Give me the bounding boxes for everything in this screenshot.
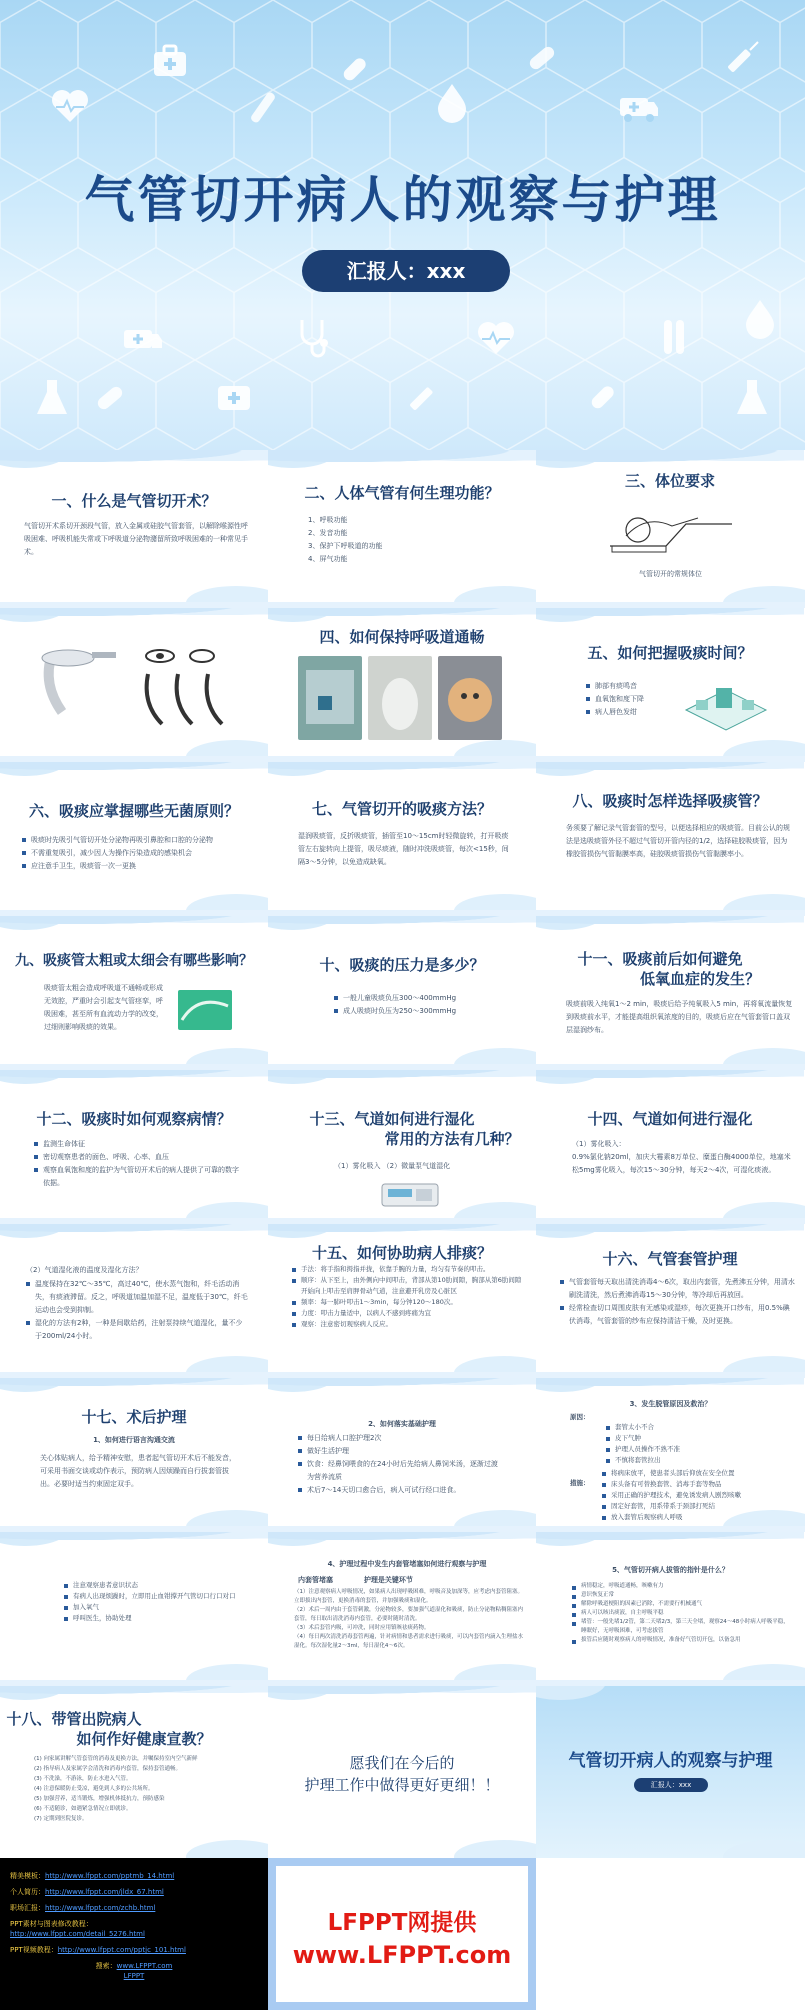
slide-text: 关心体贴病人，给予精神安慰，患者起气管切开术后不能发音，可采用书面交谈或动作表示，预防病人因烦躁而自行拔套管拔出。必要时适当约束固定双手。 [40, 1454, 236, 1488]
slide-9 [536, 758, 805, 912]
list-item: 3、保护下呼吸道的功能 [308, 542, 383, 550]
list-item: 注意观察患者意识状态 [64, 1580, 244, 1591]
slide-title: 十八、带管出院病人 [6, 1710, 142, 1728]
slide-10 [0, 912, 268, 1066]
measure-heading: 措施： [570, 1479, 590, 1487]
list-item: (4) 注意保暖防止受凉，避免到人多的公共场所。 [34, 1786, 154, 1792]
slide-21 [536, 1374, 805, 1528]
education-list [34, 1754, 258, 1824]
observation-list [34, 1138, 244, 1190]
slide-title: 四、如何保持呼吸道通畅 [319, 628, 485, 646]
cannula-diagram [138, 644, 258, 734]
resource-row [10, 1900, 258, 1916]
resource-row [10, 1919, 258, 1939]
closing-line-2: 护理工作中做得更好更细！！ [304, 1776, 500, 1794]
cause-heading: 原因： [570, 1413, 590, 1421]
brand-panel [268, 1858, 536, 2010]
humidification-list [26, 1278, 248, 1343]
capsule-icon [88, 376, 132, 420]
ambulance-icon [616, 84, 660, 128]
slide-text: 湿润吸痰管，反折吸痰管，插管至10～15cm时轻微旋转，打开吸痰管左右旋转向上提管，吸尽痰液，随时冲洗吸痰管，每次<15秒，间隔3～5分钟，以免造成缺氧。 [298, 832, 509, 866]
slide-title: 十六、气管套管护理 [602, 1250, 738, 1268]
list-item: 观察血氧饱和度的监护为气管切开术后的病人提供了可靠的数字依据。 [34, 1164, 244, 1190]
brand-box [276, 1866, 528, 2002]
resource-label: 个人简历： [10, 1888, 45, 1896]
extubation-list [572, 1582, 794, 1645]
row-divider [0, 1372, 805, 1378]
row-divider [0, 1218, 805, 1224]
glove-photo [368, 656, 432, 740]
slide-1 [0, 450, 268, 604]
slide-title: 2、如何落实基础护理 [368, 1420, 436, 1428]
row-divider [0, 756, 805, 762]
list-item: 力度：叩击力量适中，以病人不感到疼痛为宜 [292, 1308, 524, 1319]
slide-12 [536, 912, 805, 1066]
list-item: 套管太小不合 [606, 1422, 756, 1433]
first-aid-kit-icon [212, 374, 256, 418]
flask-icon [730, 376, 774, 420]
test-tube-icon [652, 316, 696, 360]
list-item: （4）每日两次清洗消毒套管两遍，针对病情和患者需求进行吸痰，可以内套管内滴入生理盐水湿化。每次湿化量2～3ml，每日湿化4～6次。 [294, 1634, 524, 1649]
list-item: 不慎将套管拉出 [606, 1455, 756, 1466]
slide-19 [0, 1374, 268, 1528]
presentation-title: 气管切开病人的观察与护理 [84, 171, 721, 229]
slide-8 [268, 758, 536, 912]
list-item: (6) 不适随诊，如遇紧急情况立即就诊。 [34, 1806, 132, 1812]
slide-text: 气管切开术系切开颈段气管，放入金属或硅胶气管套管，以解除喉源性呼吸困难、呼吸机能失常或下呼吸道分泌物潴留所致呼吸困难的一种常见手术。 [24, 522, 248, 556]
list-item: 意识恢复正常 [572, 1591, 794, 1600]
list-item: 不需重复吸引，减少因人为操作污染造成的感染机会 [22, 847, 258, 860]
manikin-photo [438, 656, 502, 740]
slide-title: 3、发生脱管原因及救治？ [629, 1400, 712, 1408]
slide-25 [0, 1682, 268, 1858]
resource-label: PPT视频教程： [10, 1946, 58, 1954]
search-label: 搜索： [95, 1962, 117, 1970]
list-item: 加入氧气 [64, 1602, 244, 1613]
resource-row [10, 1942, 258, 1958]
resource-link[interactable]: http://www.lfppt.com/pptmb_14.html [45, 1872, 175, 1880]
capsule-icon [520, 36, 564, 80]
test-tube-icon [240, 86, 284, 130]
resource-link[interactable]: http://www.lfppt.com/detail_5276.html [10, 1930, 145, 1938]
list-item: 堵管：一般先堵1/2管，第二天堵2/3，第三天全堵，观察24～48小时病人呼吸平稳，睡眠好，无呼吸困难，可考虑拔管 [572, 1618, 794, 1636]
slide-20 [268, 1374, 536, 1528]
list-item: （1）注意观察病人呼吸情况，如果病人出现呼吸困难，呼吸音及加深等，应考虑内套管阻塞。立即拔出内套管，更换消毒的套管，并加强吸痰和湿化。 [294, 1589, 524, 1604]
stethoscope-icon [292, 316, 336, 360]
list-item: (2) 指导病人及家属学会清洗和消毒内套管，保持套管通畅。 [34, 1766, 182, 1772]
list-item: (5) 加强营养，适当锻炼，增强机体抵抗力，预防感染 [34, 1796, 165, 1802]
resource-link[interactable]: http://www.lfppt.com/jldx_67.html [45, 1888, 164, 1896]
row-divider [0, 910, 805, 916]
slide-title: 五、如何把握吸痰时间？ [587, 644, 753, 662]
search-link[interactable]: LFPPT [123, 1972, 145, 1980]
column-label: 内套管堵塞 [298, 1576, 333, 1584]
slide-title: 气管切开病人的观察与护理 [568, 1751, 773, 1771]
row-divider [0, 1526, 805, 1532]
slide-26 [268, 1682, 536, 1858]
slide-3 [536, 450, 805, 604]
syringe-icon [400, 376, 444, 420]
column-label: 护理是关键环节 [363, 1576, 413, 1584]
flask-icon [30, 376, 74, 420]
empty-panel [536, 1858, 805, 2010]
list-item: 拔管后应随时观察病人的呼吸情况，准备好气管切开包，以备急用 [572, 1636, 794, 1645]
list-item: 经常检查切口周围皮肤有无感染或湿疹，每次更换开口纱布，用0.5%碘伏消毒，气管套管的纱布应保持清洁干燥，及时更换。 [560, 1302, 796, 1328]
list-item: 湿化的方法有2种，一种是间歇给药，注射泵持续气道湿化，量不少于200ml/24小时。 [26, 1317, 248, 1343]
resource-links-panel [0, 1858, 268, 2010]
row-divider [0, 1064, 805, 1070]
list-item: 放入套管后观察病人呼吸 [602, 1512, 796, 1523]
list-item: 病人唇色发绀 [586, 706, 696, 719]
list-item: 观察：注意密切观察病人反应。 [292, 1319, 524, 1330]
slide-15 [536, 1066, 805, 1220]
list-item: 解除呼吸道梗阻的因素已消除，不需要行机械通气 [572, 1600, 794, 1609]
list-item: 成人吸痰时负压为250～300mmHg [334, 1005, 504, 1018]
list-item: 频率：每一肺叶叩击1～3min，每分钟120～180次。 [292, 1297, 524, 1308]
cannula-care-list [560, 1276, 796, 1328]
first-aid-kit-icon [148, 40, 192, 84]
slide-title: 十一、吸痰前后如何避免 [577, 950, 743, 968]
drop-icon [430, 80, 474, 124]
slide-title: 二、人体气管有何生理功能？ [304, 484, 500, 502]
list-item: 肺部有痰鸣音 [586, 680, 696, 693]
resource-label: 职场汇报： [10, 1904, 45, 1912]
list-item: 呼叫医生，协助处理 [64, 1613, 244, 1624]
slide-text: 吸痰前吸入纯氧1～2 min，吸痰后给予纯氧吸入5 min，再将氧流量恢复到吸痰前水平，才能提高组织氧浓度的目的，吸痰后应在气管套管口盖双层湿润纱布。 [566, 1000, 793, 1034]
slide-subtitle: 常用的方法有几种？ [384, 1130, 520, 1148]
heart-pulse-icon [48, 84, 92, 128]
list-item: 吸痰时先吸引气管切开处分泌物再吸引鼻腔和口腔的分泌物 [22, 834, 258, 847]
slide-subtitle: 低氧血症的发生？ [639, 970, 760, 988]
search-link[interactable]: www.LFPPT.com [116, 1962, 173, 1970]
slide-text: 务须要了解记录气管套管的型号，以便选择相应的吸痰管。目前公认的规法是选吸痰管外径不超过气管切开管内径的1/2，选择硅胶吸痰管，因为橡胶管损伤气管黏膜率高，硅胶吸痰管损伤气管黏膜率小。 [566, 824, 790, 858]
drop-icon [738, 296, 782, 340]
wave-decor [268, 450, 536, 464]
list-item: 有病人出现烦躁时，立即用止血钳撑开气管切口行口对口 [64, 1591, 244, 1602]
pressure-list [334, 992, 504, 1018]
slide-title: 十五、如何协助病人排痰？ [311, 1244, 492, 1262]
slide-24 [536, 1528, 805, 1682]
slide-title: 十、吸痰的压力是多少？ [319, 956, 485, 974]
brand-line: LFPPT网提供 [327, 1910, 477, 1936]
list-item: 一般儿童吸痰负压300～400mmHg [334, 992, 504, 1005]
slide-text: （1）雾化吸入 （2）微量泵气道湿化 [334, 1162, 451, 1170]
syringe-icon [718, 38, 762, 82]
list-item: 2、发音功能 [308, 529, 348, 537]
slide-6 [536, 604, 805, 758]
resource-label: 精美模板： [10, 1872, 45, 1880]
slide-title: 七、气管切开的吸痰方法？ [311, 800, 492, 818]
slide-11 [268, 912, 536, 1066]
list-item: 做好生活护理 [298, 1445, 504, 1458]
list-item: 固定好套管，用系带系于颈部打死结 [602, 1501, 796, 1512]
ambulance-icon [120, 316, 164, 360]
list-item: (3) 不洗澡，不游泳，防止水进入气管。 [34, 1776, 132, 1782]
image-caption: 气管切开的常规体位 [639, 570, 702, 578]
emergency-list [64, 1580, 244, 1624]
list-item: （2）术后一周内由于套管刺激，分泌物较多，要加强气道湿化和吸痰，防止分泌物粘稠阻塞内套管，每日取出清洗消毒内套管，必要时随时清洗。 [294, 1607, 524, 1622]
slide-text: （1）雾化吸入： 0.9%氯化钠20ml，加庆大霉素8万单位、糜蛋白酶4000单位，地塞米松5mg雾化吸入，每次15～30分钟，每天2～4次，可湿化痰液。 [572, 1140, 791, 1174]
list-item: 病情稳定，呼吸道通畅，咳嗽有力 [572, 1582, 794, 1591]
list-item: 应注意手卫生，吸痰管一次一更换 [22, 860, 258, 873]
slide-2 [268, 450, 536, 604]
list-item: 采用正确的护理技术，避免诱发病人剧烈咳嗽 [602, 1490, 796, 1501]
brand-url: www.LFPPT.com [292, 1941, 512, 1969]
slide-7 [0, 758, 268, 912]
slide-5 [268, 604, 536, 758]
list-item: (7) 定期到医院复诊。 [34, 1816, 88, 1822]
slide-text: 吸痰管太粗会造成呼吸道不通畅或形成无效腔，严重时会引起支气管痉挛，呼吸困难，甚至所有血流动力学的改变，过细则影响吸痰的效果。 [44, 984, 163, 1031]
list-item: 病人可以咳出痰液，自主呼吸平稳 [572, 1609, 794, 1618]
wave-decor [536, 450, 804, 464]
slide-title: 4、护理过程中发生内套管堵塞如何进行观察与护理 [327, 1560, 487, 1568]
slide-14 [268, 1066, 536, 1220]
measure-list [602, 1468, 796, 1523]
slide-title: 一、什么是气管切开术？ [51, 492, 217, 510]
slide-18 [536, 1220, 805, 1374]
row-divider [0, 1680, 805, 1686]
list-item: 皮下气肿 [606, 1433, 756, 1444]
list-item: 气管套管每天取出清洗消毒4～6次，取出内套管，先煮沸五分钟，用清水刷洗清洗，然后煮沸消毒15～30分钟，等冷却后再放回。 [560, 1276, 796, 1302]
list-item: （3）术后套管内吸，可冲洗，同时应用镇咳祛痰药物。 [294, 1625, 430, 1631]
column-heading [298, 1574, 518, 1587]
list-item: (1) 向家属讲解气管套管的消毒及更换方法，并嘱保持室内空气新鲜 [34, 1756, 198, 1762]
reporter-badge: 汇报人：xxx [634, 1778, 708, 1792]
list-item: 手法：将手指和拇指并拢，依靠手腕的力量，均匀有节奏的叩击。 [292, 1264, 524, 1275]
list-item: 术后7～14天切口愈合后，病人可试行经口进食。 [298, 1484, 504, 1497]
search-row [10, 1961, 258, 1981]
slide-title: 5、气管切开病人拔管的指针是什么？ [612, 1566, 729, 1574]
slide-16 [0, 1220, 268, 1374]
suction-tube-photo [178, 990, 232, 1030]
suction-photo [298, 656, 362, 740]
heart-pulse-icon [474, 316, 518, 360]
blockage-list [294, 1588, 524, 1651]
slide-title: 十四、气道如何进行湿化 [587, 1110, 753, 1128]
list-item: 护理人员操作不熟不准 [606, 1444, 756, 1455]
slide-13 [0, 1066, 268, 1220]
patient-position-illustration [606, 496, 736, 558]
slide-title: 八、吸痰时怎样选择吸痰管？ [572, 792, 768, 810]
slide-17 [268, 1220, 536, 1374]
title-slide [0, 0, 805, 450]
resource-link[interactable]: http://www.lfppt.com/pptjc_101.html [57, 1946, 186, 1954]
list-item: 饮食：经鼻饲喂食的在24小时后先给病人鼻饲米汤，逐渐过渡为营养流质 [298, 1458, 504, 1484]
slide-title: 十二、吸痰时如何观察病情？ [36, 1110, 232, 1128]
slide-text-head: （2）气道湿化液的温度及湿化方法？ [26, 1266, 143, 1274]
slide-subheading: 1、如何进行语言沟通交流 [93, 1436, 175, 1444]
reporter-badge: 汇报人：xxx [302, 250, 510, 292]
list-item: 1、呼吸功能 [308, 516, 348, 524]
row-divider [0, 602, 805, 608]
list-item: 床头备有可替换套管、消毒手套等物品 [602, 1479, 796, 1490]
slide-22 [0, 1528, 268, 1682]
wave-decor [0, 450, 268, 464]
list-item: 将病床放平，使患者头部后仰放在安全位置 [602, 1468, 796, 1479]
pill-icon [332, 48, 376, 92]
pill-icon [580, 376, 624, 420]
cause-list [606, 1422, 756, 1466]
micro-pump-image [380, 1180, 440, 1210]
slide-title: 三、体位要求 [624, 472, 715, 490]
list-item: 温度保持在32℃～35℃，高过40℃，使水蒸气饱和，纤毛活动消失，有痰液滞留。反之，呼吸道加温加湿不足，温度低于30℃，纤毛运动也会受到抑制。 [26, 1278, 248, 1317]
slide-27 [536, 1682, 805, 1858]
slide-4 [0, 604, 268, 758]
principle-list [22, 834, 258, 873]
resource-row [10, 1884, 258, 1900]
function-list [308, 514, 508, 566]
list-item: 血氧饱和度下降 [586, 693, 696, 706]
expectoration-list [292, 1264, 524, 1330]
slide-title: 九、吸痰管太粗或太细会有哪些影响？ [15, 953, 253, 969]
list-item: 每日给病人口腔护理2次 [298, 1432, 504, 1445]
ward-isometric-illustration [676, 670, 776, 736]
resource-row [10, 1868, 258, 1884]
resource-link[interactable]: http://www.lfppt.com/zchb.html [45, 1904, 156, 1912]
closing-line-1: 愿我们在今后的 [349, 1754, 455, 1772]
slide-subtitle: 如何作好健康宣教？ [76, 1730, 212, 1748]
slide-title: 六、吸痰应掌握哪些无菌原则？ [28, 802, 239, 820]
list-item: 顺序：从下至上，由外侧向中间叩击，背部从第10肋间隙，胸部从第6肋间隙开始向上叩击至肩胛骨动气道，注意避开乳房及心脏区 [292, 1275, 524, 1297]
basic-care-list [298, 1432, 504, 1497]
slide-23 [268, 1528, 536, 1682]
tracheostomy-tube-image [22, 634, 122, 724]
slide-title: 十三、气道如何进行湿化 [309, 1110, 475, 1128]
list-item: 监测生命体征 [34, 1138, 244, 1151]
resource-label: PPT素材与图表修改教程： [10, 1920, 93, 1928]
slide-title: 十七、术后护理 [81, 1408, 187, 1426]
list-item: 密切观察患者的面色、呼吸、心率、血压 [34, 1151, 244, 1164]
list-item: 4、屏气功能 [308, 555, 348, 563]
